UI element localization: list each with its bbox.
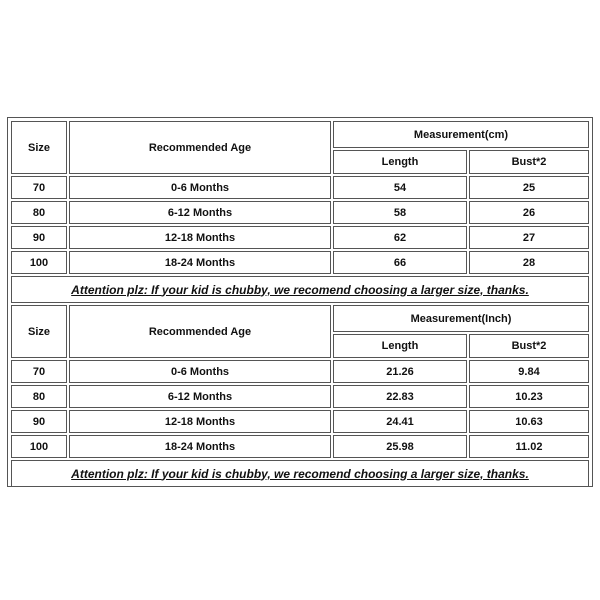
size-header: Size — [11, 121, 67, 174]
age-cell: 18-24 Months — [69, 251, 331, 274]
header-row — [11, 121, 589, 148]
size-cell: 70 — [11, 176, 67, 199]
measurement-group-header: Measurement(Inch) — [333, 305, 589, 332]
table-row — [11, 226, 589, 249]
size-cell: 90 — [11, 226, 67, 249]
age-header: Recommended Age — [69, 305, 331, 358]
size-chart — [7, 117, 593, 487]
size-cell: 80 — [11, 201, 67, 224]
length-cell: 62 — [333, 226, 467, 249]
length-header: Length — [333, 150, 467, 174]
bust-cell: 26 — [469, 201, 589, 224]
age-cell: 0-6 Months — [69, 176, 331, 199]
age-cell: 12-18 Months — [69, 226, 331, 249]
length-cell: 66 — [333, 251, 467, 274]
size-cell: 90 — [11, 410, 67, 433]
length-cell: 21.26 — [333, 360, 467, 383]
measurement-group-header: Measurement(cm) — [333, 121, 589, 148]
age-cell: 18-24 Months — [69, 435, 331, 458]
length-cell: 54 — [333, 176, 467, 199]
bust-header: Bust*2 — [469, 334, 589, 358]
note-row — [11, 460, 589, 487]
bust-cell: 28 — [469, 251, 589, 274]
attention-note: Attention plz: If your kid is chubby, we recomend choosing a larger size, thanks. — [11, 460, 589, 487]
table-row — [11, 360, 589, 383]
attention-note: Attention plz: If your kid is chubby, we recomend choosing a larger size, thanks. — [11, 276, 589, 303]
table-row — [11, 251, 589, 274]
bust-cell: 9.84 — [469, 360, 589, 383]
age-cell: 0-6 Months — [69, 360, 331, 383]
age-cell: 6-12 Months — [69, 201, 331, 224]
size-chart-table — [9, 119, 591, 489]
age-cell: 12-18 Months — [69, 410, 331, 433]
age-header: Recommended Age — [69, 121, 331, 174]
length-cell: 25.98 — [333, 435, 467, 458]
bust-cell: 27 — [469, 226, 589, 249]
size-header: Size — [11, 305, 67, 358]
bust-cell: 10.23 — [469, 385, 589, 408]
length-cell: 24.41 — [333, 410, 467, 433]
bust-header: Bust*2 — [469, 150, 589, 174]
bust-cell: 11.02 — [469, 435, 589, 458]
header-row — [11, 305, 589, 332]
table-row — [11, 201, 589, 224]
bust-cell: 25 — [469, 176, 589, 199]
note-row — [11, 276, 589, 303]
bust-cell: 10.63 — [469, 410, 589, 433]
length-cell: 22.83 — [333, 385, 467, 408]
size-cell: 80 — [11, 385, 67, 408]
table-row — [11, 435, 589, 458]
age-cell: 6-12 Months — [69, 385, 331, 408]
table-row — [11, 410, 589, 433]
length-cell: 58 — [333, 201, 467, 224]
table-row — [11, 176, 589, 199]
length-header: Length — [333, 334, 467, 358]
size-cell: 100 — [11, 251, 67, 274]
size-cell: 100 — [11, 435, 67, 458]
table-row — [11, 385, 589, 408]
size-cell: 70 — [11, 360, 67, 383]
